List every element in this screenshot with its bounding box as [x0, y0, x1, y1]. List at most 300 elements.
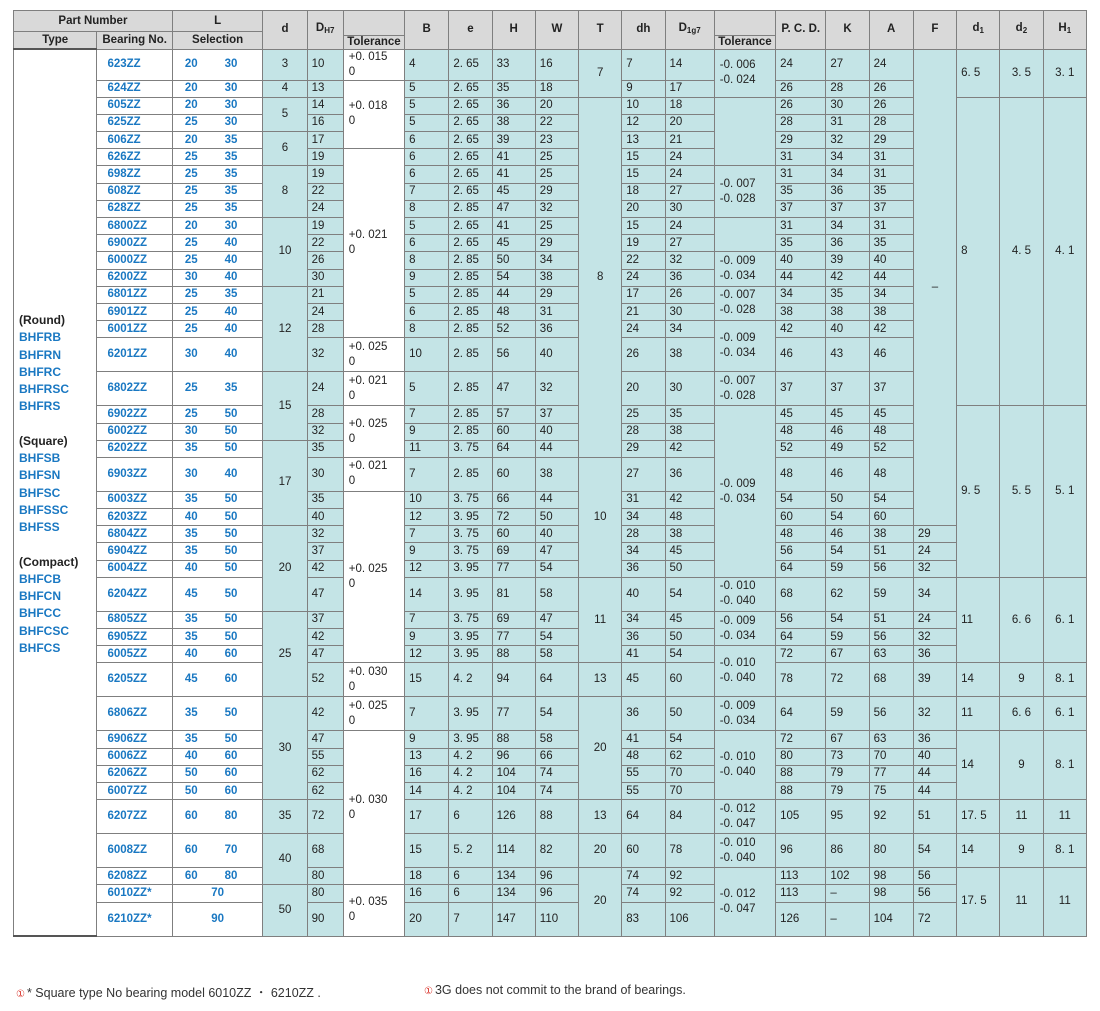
l-selection-min: 35: [172, 731, 218, 748]
h-value: 134: [492, 868, 535, 885]
table-row: [14, 611, 1087, 628]
dh7-value: 32: [307, 423, 343, 440]
dh7-tolerance: +0. 030 0: [343, 663, 404, 697]
bearing-number[interactable]: 6210ZZ*: [97, 902, 172, 936]
bearing-number[interactable]: 6008ZZ: [97, 834, 172, 868]
k-value: 46: [826, 526, 869, 543]
l-selection-min: 35: [172, 629, 218, 646]
pcd-value: 34: [776, 286, 826, 303]
f-value: 39: [913, 663, 956, 697]
d-header: d: [263, 11, 307, 50]
b-value: 13: [405, 748, 449, 765]
d1-value: 11: [957, 697, 1000, 731]
e-header: e: [449, 11, 492, 50]
a-value: 59: [869, 577, 913, 611]
bearing-number[interactable]: 6010ZZ*: [97, 885, 172, 902]
bearing-number[interactable]: 628ZZ: [97, 200, 172, 217]
bearing-number[interactable]: 6906ZZ: [97, 731, 172, 748]
d-value: 12: [263, 286, 307, 372]
w-value: 29: [535, 235, 578, 252]
dh-value: 18: [622, 183, 665, 200]
w-value: 64: [535, 663, 578, 697]
dh7-value: 22: [307, 235, 343, 252]
table-row: [14, 748, 1087, 765]
d1g7-tolerance: -0. 012 -0. 047: [714, 800, 775, 834]
type-code[interactable]: BHFRS: [19, 399, 61, 414]
k-value: 31: [826, 114, 869, 131]
l-selection-min: 30: [172, 457, 218, 491]
d1-value: 14: [957, 731, 1000, 800]
pcd-value: 72: [776, 646, 826, 663]
d1g7-value: 21: [665, 132, 714, 149]
l-selection-min: 25: [172, 149, 218, 166]
type-code[interactable]: BHFCC: [19, 606, 61, 621]
w-value: 58: [535, 731, 578, 748]
bearing-number[interactable]: 605ZZ: [97, 97, 172, 114]
dh-value: 60: [622, 834, 665, 868]
e-value: 4. 2: [449, 663, 492, 697]
type-code[interactable]: BHFRC: [19, 364, 61, 379]
w-value: 54: [535, 697, 578, 731]
b-value: 5: [405, 97, 449, 114]
pcd-value: 40: [776, 252, 826, 269]
bearing-number[interactable]: 6800ZZ: [97, 218, 172, 235]
k-value: 34: [826, 218, 869, 235]
dh-value: 17: [622, 286, 665, 303]
pcd-value: 78: [776, 663, 826, 697]
dh-value: 26: [622, 338, 665, 372]
d2-value: 3. 5: [1000, 49, 1043, 97]
h-value: 94: [492, 663, 535, 697]
w-value: 54: [535, 560, 578, 577]
a-value: 68: [869, 663, 913, 697]
bearing-number[interactable]: 624ZZ: [97, 80, 172, 97]
l-selection-max: 30: [219, 218, 263, 235]
d-value: 10: [263, 218, 307, 287]
d1-value: 6. 5: [957, 49, 1000, 97]
k-value: 79: [826, 765, 869, 782]
bearing-number[interactable]: 6200ZZ: [97, 269, 172, 286]
bearing-number[interactable]: 6900ZZ: [97, 235, 172, 252]
bearing-number[interactable]: 626ZZ: [97, 149, 172, 166]
e-value: 3. 75: [449, 543, 492, 560]
bearing-number[interactable]: 6006ZZ: [97, 748, 172, 765]
pcd-value: 31: [776, 218, 826, 235]
pcd-value: 56: [776, 611, 826, 628]
dh7-value: 14: [307, 97, 343, 114]
pcd-value: 24: [776, 49, 826, 80]
dh7-value: 22: [307, 183, 343, 200]
b-value: 18: [405, 868, 449, 885]
l-selection-max: 35: [219, 183, 263, 200]
a-value: 26: [869, 97, 913, 114]
table-row: [14, 560, 1087, 577]
e-value: 3. 75: [449, 440, 492, 457]
l-selection-max: 40: [219, 252, 263, 269]
l-selection-max: 50: [219, 577, 263, 611]
d1g7-value: 17: [665, 80, 714, 97]
b-value: 7: [405, 697, 449, 731]
e-value: 2. 85: [449, 338, 492, 372]
dh7-tolerance: +0. 021 0: [343, 372, 404, 406]
h-value: 60: [492, 526, 535, 543]
bearing-number[interactable]: 625ZZ: [97, 114, 172, 131]
b-value: 6: [405, 149, 449, 166]
bearing-number[interactable]: 6004ZZ: [97, 560, 172, 577]
f-value: 72: [913, 902, 956, 936]
dh7-value: 42: [307, 697, 343, 731]
w-value: 36: [535, 321, 578, 338]
l-header: L: [172, 11, 262, 32]
b-value: 16: [405, 765, 449, 782]
w-value: 29: [535, 286, 578, 303]
bearing-number[interactable]: 6801ZZ: [97, 286, 172, 303]
k-value: 62: [826, 577, 869, 611]
w-value: 74: [535, 765, 578, 782]
h-value: 41: [492, 218, 535, 235]
d2-value: 6. 6: [1000, 577, 1043, 663]
f-value: 56: [913, 868, 956, 885]
dh7-value: 68: [307, 834, 343, 868]
d1g7-value: 30: [665, 200, 714, 217]
w-value: 29: [535, 183, 578, 200]
d1g7-value: 34: [665, 321, 714, 338]
l-selection-max: 35: [219, 372, 263, 406]
d1g7-value: 27: [665, 235, 714, 252]
pcd-value: 60: [776, 509, 826, 526]
pcd-value: 37: [776, 200, 826, 217]
dh7-value: 37: [307, 611, 343, 628]
l-selection-max: 50: [219, 697, 263, 731]
l-selection-max: 80: [219, 800, 263, 834]
dh-value: 24: [622, 321, 665, 338]
b-value: 5: [405, 372, 449, 406]
bearing-number[interactable]: 6805ZZ: [97, 611, 172, 628]
l-selection-min: 50: [172, 765, 218, 782]
bearing-number[interactable]: 6207ZZ: [97, 800, 172, 834]
l-selection-max: 35: [219, 166, 263, 183]
l-selection-min: 20: [172, 80, 218, 97]
d1g7-value: 27: [665, 183, 714, 200]
d1g7-value: 48: [665, 509, 714, 526]
d1g7-tolerance: -0. 009 -0. 034: [714, 252, 775, 286]
a-value: 70: [869, 748, 913, 765]
k-value: 72: [826, 663, 869, 697]
w-value: 25: [535, 166, 578, 183]
e-value: 3. 95: [449, 731, 492, 748]
dh7-tolerance: +0. 025 0: [343, 491, 404, 663]
b-value: 20: [405, 902, 449, 936]
bearing-number[interactable]: 6802ZZ: [97, 372, 172, 406]
bearing-number[interactable]: 6203ZZ: [97, 509, 172, 526]
b-value: 9: [405, 543, 449, 560]
bearing-number[interactable]: 6002ZZ: [97, 423, 172, 440]
table-row: [14, 663, 1087, 697]
d-value: 3: [263, 49, 307, 80]
h-value: 77: [492, 560, 535, 577]
type-code[interactable]: BHFSSC: [19, 502, 69, 517]
b-value: 12: [405, 646, 449, 663]
l-selection-max: 50: [219, 423, 263, 440]
k-value: 54: [826, 611, 869, 628]
e-value: 2. 65: [449, 49, 492, 80]
bearing-number[interactable]: 6901ZZ: [97, 303, 172, 320]
bearing-number[interactable]: 6005ZZ: [97, 646, 172, 663]
pcd-value: 35: [776, 183, 826, 200]
b-value: 6: [405, 166, 449, 183]
type-code[interactable]: BHFCB: [19, 571, 61, 586]
b-value: 5: [405, 218, 449, 235]
bearing-number[interactable]: 6806ZZ: [97, 697, 172, 731]
h-value: 64: [492, 440, 535, 457]
e-value: 2. 65: [449, 80, 492, 97]
w-value: 50: [535, 509, 578, 526]
f-value: –: [913, 49, 956, 526]
w-value: 74: [535, 782, 578, 799]
l-selection-min: 35: [172, 440, 218, 457]
dh-header: dh: [622, 11, 665, 50]
k-value: 86: [826, 834, 869, 868]
t-value: 7: [579, 49, 622, 97]
d1-value: 8: [957, 97, 1000, 406]
d1-value: 17. 5: [957, 868, 1000, 936]
dh-value: 28: [622, 423, 665, 440]
dh-value: 31: [622, 491, 665, 508]
dh-value: 40: [622, 577, 665, 611]
table-row: [14, 629, 1087, 646]
e-value: 2. 85: [449, 200, 492, 217]
bearing-number[interactable]: 623ZZ: [97, 49, 172, 80]
dh7-value: 21: [307, 286, 343, 303]
type-code[interactable]: BHFRB: [19, 330, 61, 345]
a-value: 56: [869, 697, 913, 731]
f-value: 36: [913, 646, 956, 663]
d1g7-value: 70: [665, 765, 714, 782]
d1g7-value: 106: [665, 902, 714, 936]
l-selection-min: 35: [172, 543, 218, 560]
type-code[interactable]: BHFCN: [19, 589, 61, 604]
h-value: 54: [492, 269, 535, 286]
e-value: 4. 2: [449, 782, 492, 799]
type-code[interactable]: BHFRSC: [19, 382, 69, 397]
a-value: 48: [869, 457, 913, 491]
h-value: 81: [492, 577, 535, 611]
dh-value: 21: [622, 303, 665, 320]
d1g7-value: 14: [665, 49, 714, 80]
h-value: 36: [492, 97, 535, 114]
l-selection-value: 70: [172, 885, 262, 902]
h-value: 44: [492, 286, 535, 303]
h-value: 38: [492, 114, 535, 131]
dh7-value: 47: [307, 577, 343, 611]
bearing-number[interactable]: 606ZZ: [97, 132, 172, 149]
dh7-value: 19: [307, 166, 343, 183]
h-value: 45: [492, 183, 535, 200]
d-value: 25: [263, 611, 307, 697]
dh-value: 15: [622, 149, 665, 166]
h-value: 134: [492, 885, 535, 902]
bearing-number[interactable]: 6007ZZ: [97, 782, 172, 799]
d1g7-value: 30: [665, 303, 714, 320]
dh7-value: 30: [307, 457, 343, 491]
k-value: 35: [826, 286, 869, 303]
b-value: 15: [405, 834, 449, 868]
e-value: 3. 95: [449, 577, 492, 611]
w-value: 82: [535, 834, 578, 868]
bearing-number[interactable]: 6001ZZ: [97, 321, 172, 338]
b-value: 9: [405, 629, 449, 646]
k-value: 95: [826, 800, 869, 834]
f-value: 44: [913, 782, 956, 799]
l-selection-min: 35: [172, 491, 218, 508]
l-selection-min: 60: [172, 800, 218, 834]
d-value: 30: [263, 697, 307, 800]
k-value: 45: [826, 406, 869, 423]
pcd-value: 52: [776, 440, 826, 457]
dh-value: 29: [622, 440, 665, 457]
bearing-number[interactable]: 6905ZZ: [97, 629, 172, 646]
e-value: 2. 85: [449, 269, 492, 286]
dh7-value: 19: [307, 218, 343, 235]
dh7-value: 32: [307, 526, 343, 543]
a-value: 29: [869, 132, 913, 149]
dh7-value: 16: [307, 114, 343, 131]
l-selection-min: 25: [172, 252, 218, 269]
l-selection-max: 60: [219, 782, 263, 799]
e-value: 2. 85: [449, 406, 492, 423]
l-selection-max: 50: [219, 611, 263, 628]
dh7-value: 40: [307, 509, 343, 526]
a-value: 31: [869, 218, 913, 235]
d1g7-value: 54: [665, 577, 714, 611]
e-value: 3. 95: [449, 560, 492, 577]
bearing-number[interactable]: 6202ZZ: [97, 440, 172, 457]
bearing-number[interactable]: 6208ZZ: [97, 868, 172, 885]
h1-value: 8. 1: [1043, 834, 1086, 868]
l-selection-min: 40: [172, 560, 218, 577]
l-selection-min: 25: [172, 406, 218, 423]
h-value: 88: [492, 646, 535, 663]
w-value: 44: [535, 491, 578, 508]
a-value: 104: [869, 902, 913, 936]
bearing-number[interactable]: 6003ZZ: [97, 491, 172, 508]
type-code[interactable]: BHFSB: [19, 451, 61, 466]
pcd-value: 68: [776, 577, 826, 611]
a-value: 98: [869, 885, 913, 902]
l-selection-min: 25: [172, 303, 218, 320]
pcd-header: P. C. D.: [776, 11, 826, 50]
table-row: [14, 646, 1087, 663]
bearing-number[interactable]: 6000ZZ: [97, 252, 172, 269]
b-value: 7: [405, 457, 449, 491]
type-code[interactable]: BHFSC: [19, 485, 61, 500]
bearing-number[interactable]: 6201ZZ: [97, 338, 172, 372]
bearing-number[interactable]: 608ZZ: [97, 183, 172, 200]
b-value: 8: [405, 252, 449, 269]
h-value: 104: [492, 765, 535, 782]
h1-value: 6. 1: [1043, 577, 1086, 663]
bearing-number[interactable]: 6902ZZ: [97, 406, 172, 423]
k-value: 46: [826, 423, 869, 440]
d2-value: 5. 5: [1000, 406, 1043, 578]
d-value: 17: [263, 440, 307, 526]
type-code[interactable]: BHFCS: [19, 641, 61, 656]
h-value: 60: [492, 457, 535, 491]
bearing-number[interactable]: 698ZZ: [97, 166, 172, 183]
pcd-value: 46: [776, 338, 826, 372]
dh7-tolerance: +0. 021 0: [343, 457, 404, 491]
e-value: 2. 85: [449, 321, 492, 338]
d-value: 15: [263, 372, 307, 440]
t-value: 20: [579, 868, 622, 936]
d1-header: $d_1$: [957, 11, 1000, 50]
bearing-number[interactable]: 6204ZZ: [97, 577, 172, 611]
k-value: 50: [826, 491, 869, 508]
d1g7-tolerance: -0. 006 -0. 024: [714, 49, 775, 97]
bearing-number[interactable]: 6903ZZ: [97, 457, 172, 491]
bearing-number[interactable]: 6904ZZ: [97, 543, 172, 560]
e-value: 2. 65: [449, 149, 492, 166]
pcd-value: 44: [776, 269, 826, 286]
bearing-number[interactable]: 6205ZZ: [97, 663, 172, 697]
dh-value: 9: [622, 80, 665, 97]
a-value: 48: [869, 423, 913, 440]
b-value: 6: [405, 303, 449, 320]
spec-table-container: [13, 10, 1087, 937]
type-code[interactable]: BHFCSC: [19, 623, 69, 638]
pcd-value: 96: [776, 834, 826, 868]
h-value: 126: [492, 800, 535, 834]
type-code[interactable]: BHFSS: [19, 520, 60, 535]
d2-value: 11: [1000, 868, 1043, 936]
k-value: 37: [826, 372, 869, 406]
a-value: 52: [869, 440, 913, 457]
d2-value: 9: [1000, 663, 1043, 697]
table-row: [14, 868, 1087, 885]
b-value: 7: [405, 526, 449, 543]
d1g7-tolerance: -0. 010 -0. 040: [714, 577, 775, 611]
d1g7-value: 78: [665, 834, 714, 868]
w-value: 40: [535, 423, 578, 440]
l-selection-max: 35: [219, 149, 263, 166]
h1-header: $H_1$: [1043, 11, 1086, 50]
e-value: 2. 85: [449, 286, 492, 303]
type-code[interactable]: BHFRN: [19, 347, 61, 362]
b-value: 5: [405, 80, 449, 97]
w-value: 18: [535, 80, 578, 97]
e-value: 2. 85: [449, 303, 492, 320]
d1g7-value: 30: [665, 372, 714, 406]
b-value: 9: [405, 269, 449, 286]
e-value: 2. 65: [449, 132, 492, 149]
l-selection-max: 35: [219, 132, 263, 149]
a-value: 40: [869, 252, 913, 269]
b-value: 11: [405, 440, 449, 457]
pcd-value: 29: [776, 132, 826, 149]
l-selection-min: 25: [172, 235, 218, 252]
type-code[interactable]: BHFSN: [19, 468, 61, 483]
dh-value: 22: [622, 252, 665, 269]
bearing-number[interactable]: 6206ZZ: [97, 765, 172, 782]
table-row: [14, 800, 1087, 834]
e-value: 6: [449, 885, 492, 902]
bearing-number[interactable]: 6804ZZ: [97, 526, 172, 543]
w-value: 31: [535, 303, 578, 320]
table-row: [14, 885, 1087, 902]
d-value: 35: [263, 800, 307, 834]
l-selection-min: 25: [172, 372, 218, 406]
l-selection-max: 40: [219, 269, 263, 286]
